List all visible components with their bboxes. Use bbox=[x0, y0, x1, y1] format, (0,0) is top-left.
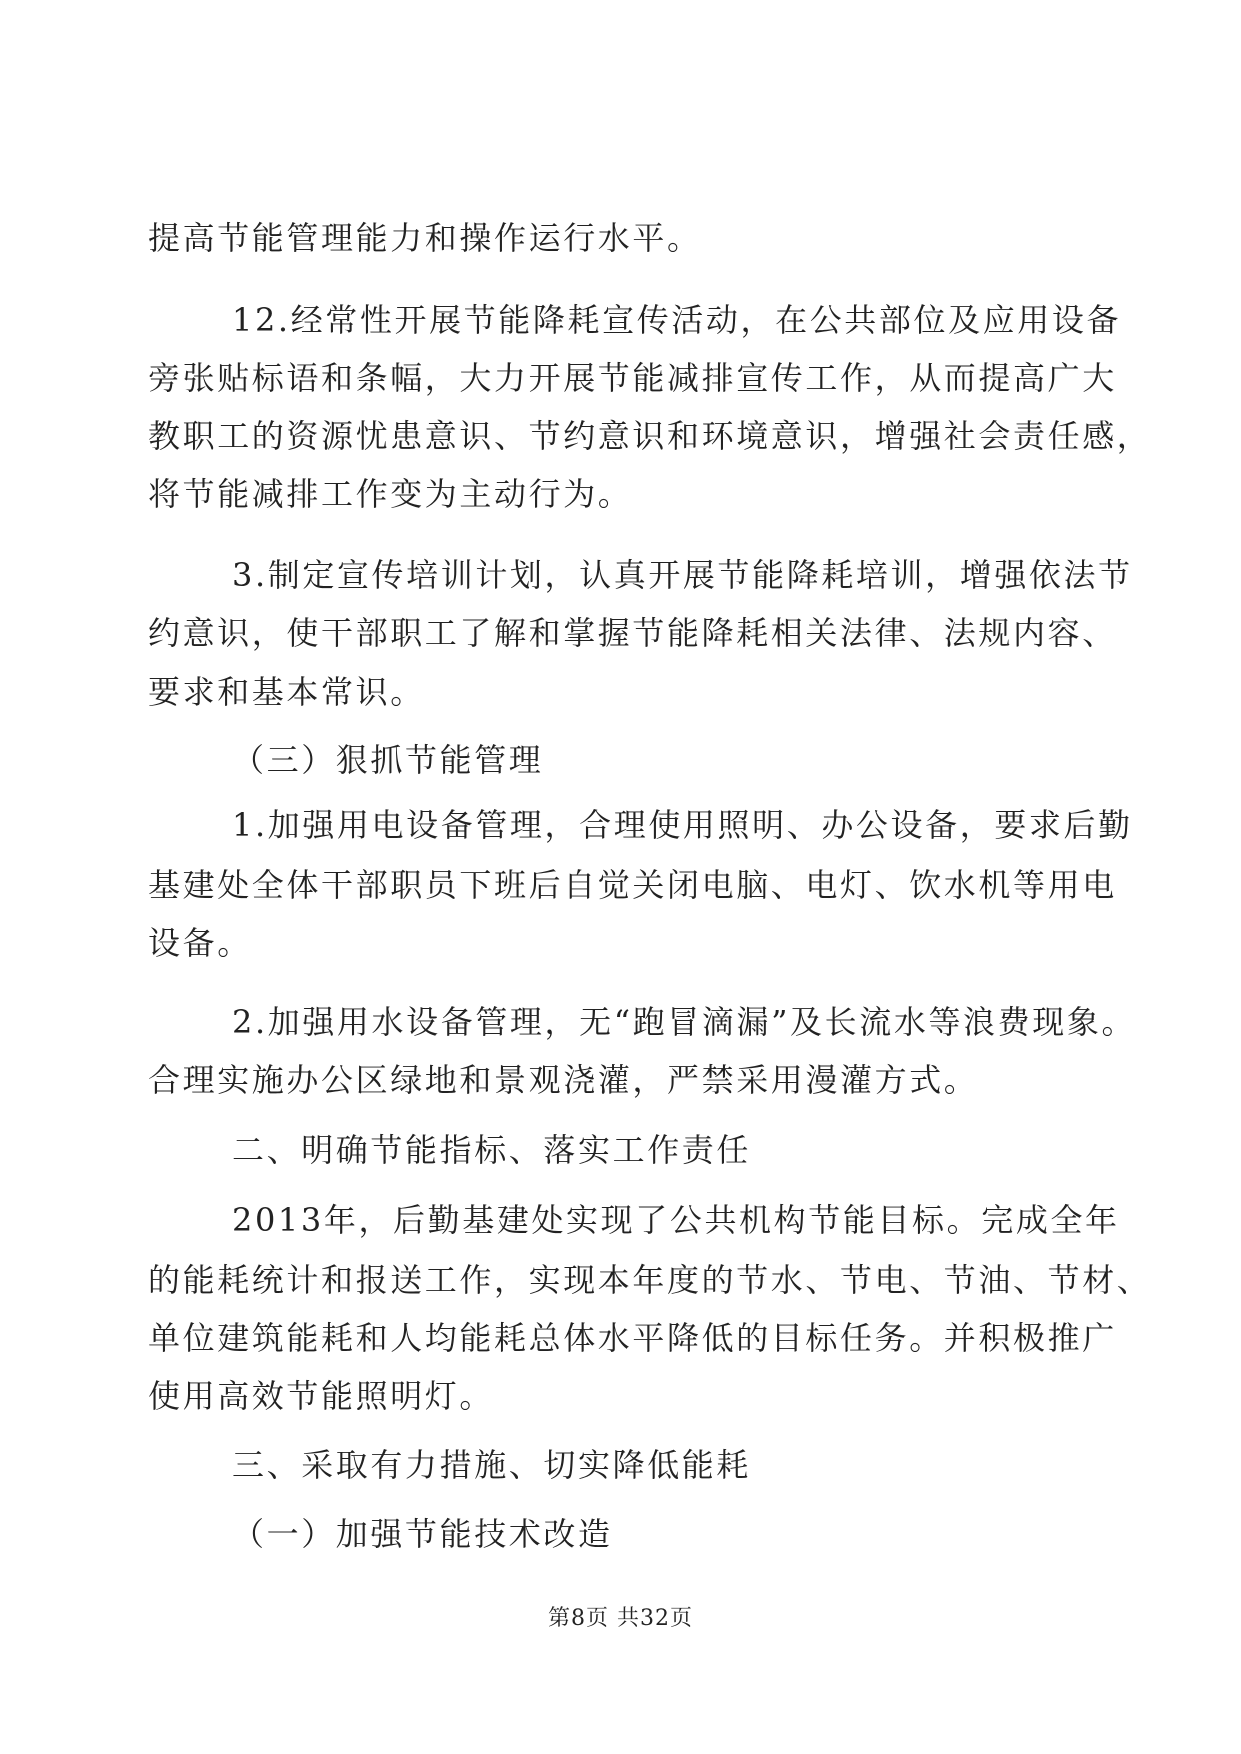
body-text-line: 将节能减排工作变为主动行为。 bbox=[148, 475, 633, 513]
section-heading: （一）加强节能技术改造 bbox=[232, 1515, 613, 1553]
body-text-line: 设备。 bbox=[148, 924, 252, 962]
body-text-line: 约意识，使干部职工了解和掌握节能降耗相关法律、法规内容、 bbox=[148, 614, 1117, 652]
body-text-line: 旁张贴标语和条幅，大力开展节能减排宣传工作，从而提高广大 bbox=[148, 359, 1117, 397]
section-heading: 二、明确节能指标、落实工作责任 bbox=[232, 1131, 752, 1169]
section-heading: （三）狠抓节能管理 bbox=[232, 741, 544, 779]
body-text-line: 基建处全体干部职员下班后自觉关闭电脑、电灯、饮水机等用电 bbox=[148, 866, 1117, 904]
body-text-line: 2.加强用水设备管理，无“跑冒滴漏”及长流水等浪费现象。 bbox=[232, 1003, 1137, 1041]
body-text-line: 的能耗统计和报送工作，实现本年度的节水、节电、节油、节材、 bbox=[148, 1261, 1152, 1299]
section-heading: 三、采取有力措施、切实降低能耗 bbox=[232, 1446, 752, 1484]
body-text-line: 3.制定宣传培训计划，认真开展节能降耗培训，增强依法节 bbox=[232, 556, 1133, 594]
body-text-line: 2013年，后勤基建处实现了公共机构节能目标。完成全年 bbox=[232, 1201, 1120, 1239]
page-indicator: 第8页 共32页 bbox=[548, 1606, 693, 1631]
body-text-line: 教职工的资源忧患意识、节约意识和环境意识，增强社会责任感， bbox=[148, 417, 1152, 455]
body-text-line: 单位建筑能耗和人均能耗总体水平降低的目标任务。并积极推广 bbox=[148, 1319, 1117, 1357]
body-text-line: 12.经常性开展节能降耗宣传活动，在公共部位及应用设备 bbox=[232, 301, 1122, 339]
body-text-line: 合理实施办公区绿地和景观浇灌，严禁采用漫灌方式。 bbox=[148, 1061, 979, 1099]
body-text-line: 提高节能管理能力和操作运行水平。 bbox=[148, 219, 702, 257]
body-text-line: 使用高效节能照明灯。 bbox=[148, 1377, 495, 1415]
body-text-line: 1.加强用电设备管理，合理使用照明、办公设备，要求后勤 bbox=[232, 806, 1133, 844]
body-text-line: 要求和基本常识。 bbox=[148, 673, 425, 711]
